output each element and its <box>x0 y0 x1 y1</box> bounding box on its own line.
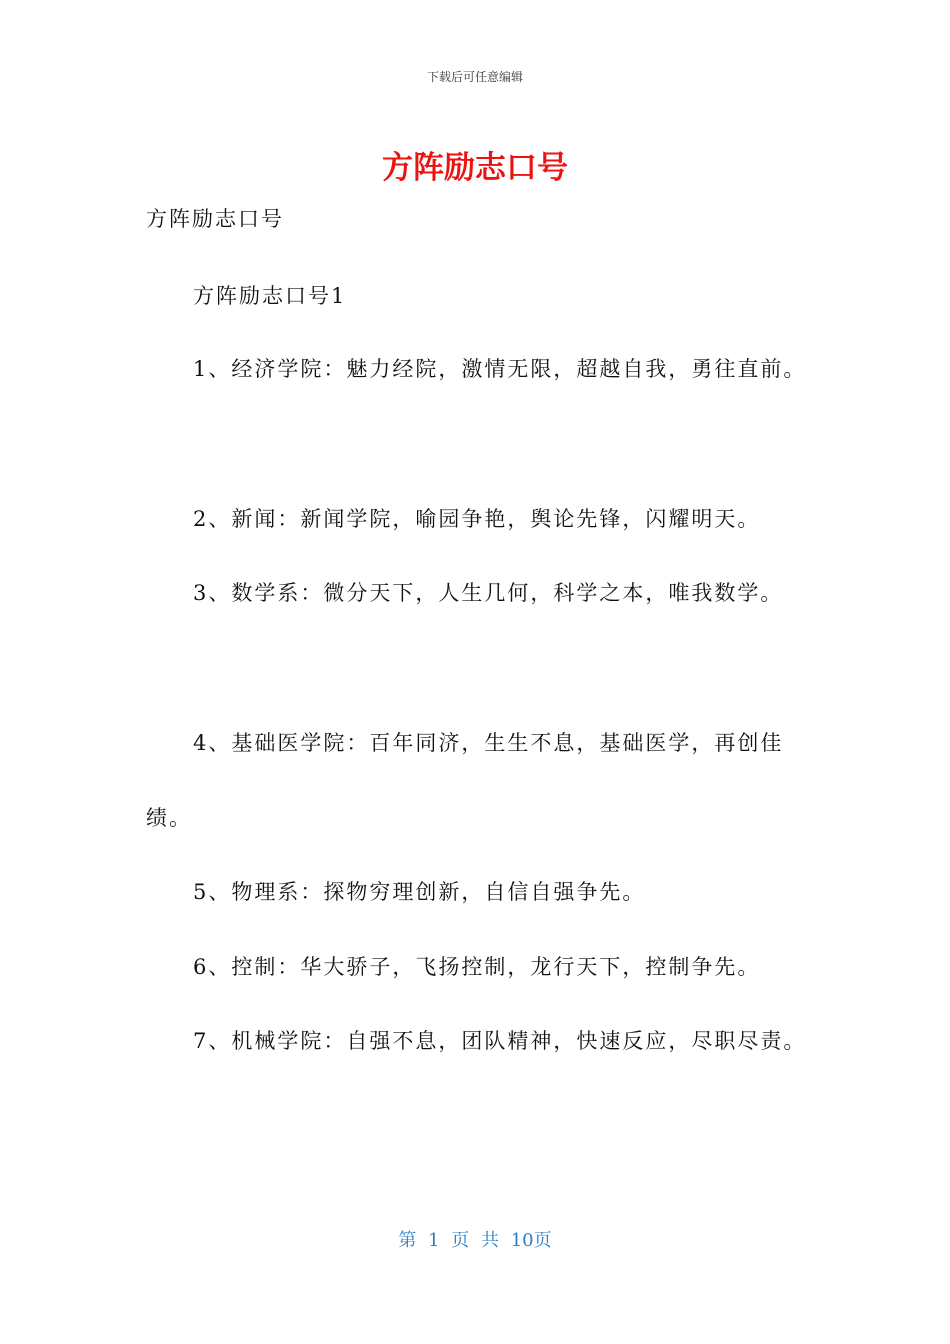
header-note: 下载后可任意编辑 <box>426 70 523 84</box>
document-title: 方阵励志口号 <box>382 150 568 186</box>
slogan-item-3: 3、数学系：微分天下，人生几何，科学之本，唯我数学。 <box>193 581 784 605</box>
slogan-item-7: 7、机械学院：自强不息，团队精神，快速反应，尽职尽责。 <box>193 1029 807 1053</box>
slogan-item-2: 2、新闻：新闻学院，喻园争艳，舆论先锋，闪耀明天。 <box>193 507 761 531</box>
section-heading: 方阵励志口号1 <box>193 284 347 308</box>
slogan-item-4-continued: 绩。 <box>146 806 192 830</box>
slogan-item-5: 5、物理系：探物穷理创新，自信自强争先。 <box>193 880 646 904</box>
slogan-item-1: 1、经济学院：魅力经院，激情无限，超越自我，勇往直前。 <box>193 357 807 381</box>
subtitle: 方阵励志口号 <box>146 207 284 231</box>
page-footer: 第 1 页 共 10页 <box>398 1230 552 1251</box>
slogan-item-4: 4、基础医学院：百年同济，生生不息，基础医学，再创佳 <box>193 731 784 755</box>
slogan-item-6: 6、控制：华大骄子，飞扬控制，龙行天下，控制争先。 <box>193 955 761 979</box>
